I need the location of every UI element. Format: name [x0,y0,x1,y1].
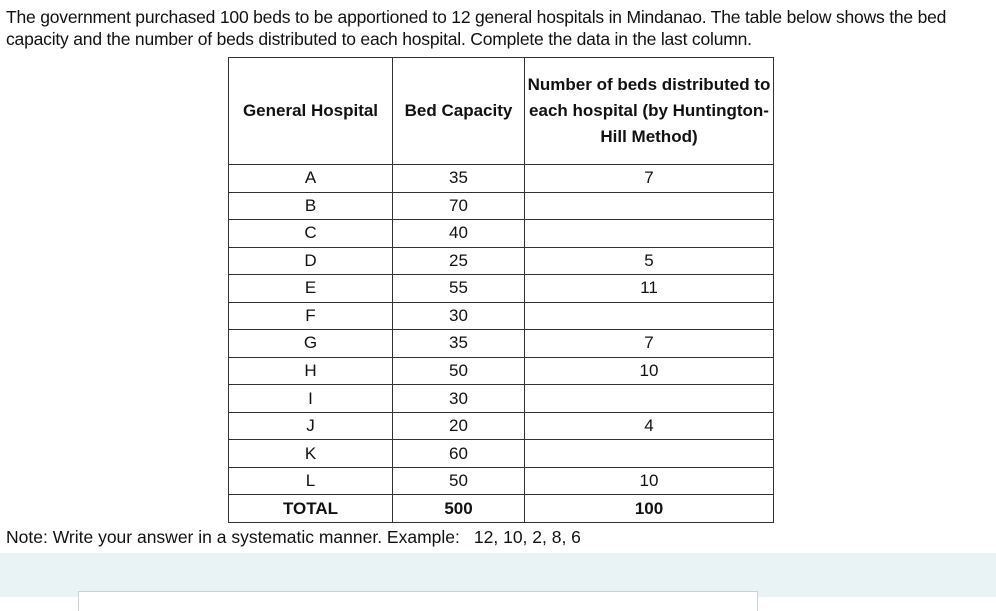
beds-cell [525,302,774,330]
beds-cell [525,220,774,248]
beds-cell: 4 [525,412,774,440]
capacity-cell: 20 [393,412,525,440]
table-row [229,467,774,495]
beds-cell: 5 [525,247,774,275]
header-general-hospital: General Hospital [229,58,393,165]
bed-allocation-table [228,57,774,523]
capacity-cell: 60 [393,440,525,468]
capacity-cell: 35 [393,165,525,193]
table-row [229,220,774,248]
hospital-cell: L [229,467,393,495]
capacity-cell: 50 [393,357,525,385]
question-text: The government purchased 100 beds to be apportioned to 12 general hospitals in Mindanao. The table below shows the bed capacity and the number of beds distributed to each hospital. Complete the data in the last column. [6,7,947,49]
beds-cell: 10 [525,357,774,385]
table-row [229,357,774,385]
capacity-cell: 25 [393,247,525,275]
table-row [229,302,774,330]
table-row [229,412,774,440]
table-row [229,165,774,193]
hospital-cell: J [229,412,393,440]
table-row [229,247,774,275]
beds-cell [525,440,774,468]
total-row [229,495,774,523]
table-row [229,330,774,358]
answer-input[interactable] [78,591,758,611]
hospital-cell: K [229,440,393,468]
beds-cell: 7 [525,330,774,358]
hospital-cell: F [229,302,393,330]
hospital-cell: C [229,220,393,248]
instruction-note [6,526,581,548]
capacity-cell: 70 [393,192,525,220]
capacity-cell: 50 [393,467,525,495]
table-header-row [229,58,774,165]
hospital-cell: G [229,330,393,358]
header-bed-capacity: Bed Capacity [393,58,525,165]
hospital-cell: A [229,165,393,193]
beds-cell: 10 [525,467,774,495]
hospital-cell: H [229,357,393,385]
capacity-cell: 40 [393,220,525,248]
hospital-cell: I [229,385,393,413]
hospital-cell: B [229,192,393,220]
total-beds: 100 [525,495,774,523]
capacity-cell: 35 [393,330,525,358]
beds-cell: 7 [525,165,774,193]
beds-cell [525,385,774,413]
hospital-cell: D [229,247,393,275]
table-row [229,192,774,220]
note-example: 12, 10, 2, 8, 6 [473,527,581,547]
note-text: Note: Write your answer in a systematic manner. Example: [6,527,460,547]
answer-area [0,553,996,597]
table-row [229,440,774,468]
capacity-cell: 55 [393,275,525,303]
capacity-cell: 30 [393,385,525,413]
hospital-cell: E [229,275,393,303]
capacity-cell: 30 [393,302,525,330]
total-capacity: 500 [393,495,525,523]
table-row [229,275,774,303]
beds-cell: 11 [525,275,774,303]
table-row [229,385,774,413]
beds-cell [525,192,774,220]
total-label: TOTAL [229,495,393,523]
header-beds-distributed: Number of beds distributed to each hospital (by Huntington-Hill Method) [525,58,774,165]
